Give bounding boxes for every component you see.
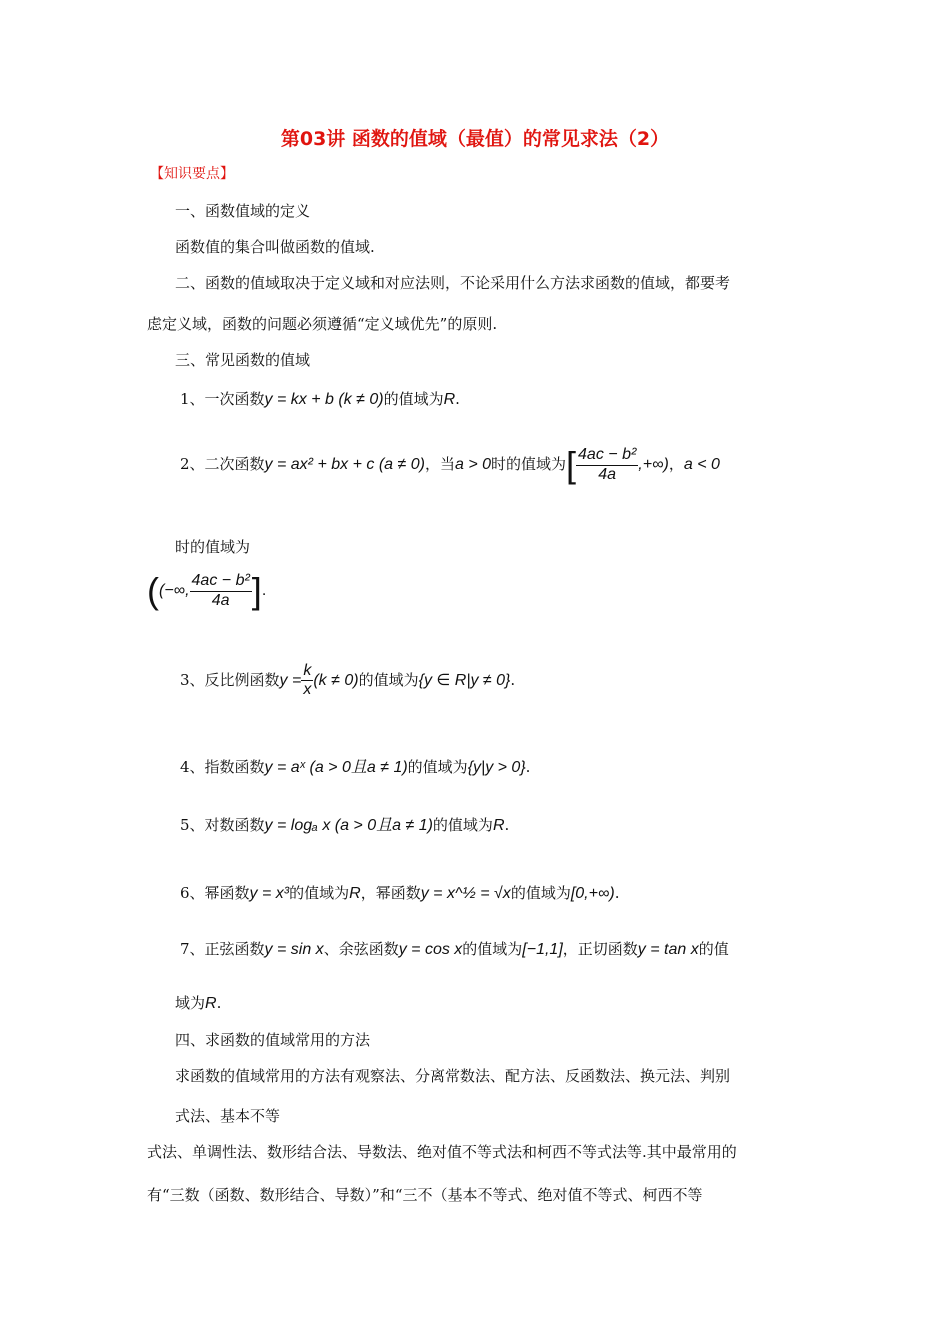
item-text: 的值域为: [432, 816, 493, 834]
formula: y = aˣ (a > 0且a ≠ 1): [264, 759, 408, 776]
formula: y = kx + b (k ≠ 0): [264, 391, 384, 408]
item-label: 6、幂函数: [180, 884, 250, 902]
range: [−1,1]: [522, 941, 563, 958]
section-2-line-1: 二、函数的值域取决于定义域和对应法则，不论采用什么方法求函数的值域，都要考: [175, 274, 731, 292]
range: R: [205, 995, 217, 1012]
range: R: [492, 817, 505, 834]
item-text: 的值域为: [462, 940, 523, 958]
item-label: 4、指数函数: [180, 758, 265, 776]
range: [0,+∞): [570, 885, 615, 902]
item-label: 2、二次函数: [180, 455, 265, 474]
condition: (k ≠ 0): [313, 671, 359, 689]
section-2-line-2: 虑定义域，函数的问题必须遵循“定义域优先”的原则.: [147, 315, 498, 333]
item-trig-line2: [175, 992, 221, 1013]
section-4-line-1: 求函数的值域常用的方法有观察法、分离常数法、配方法、反函数法、换元法、判别: [175, 1067, 731, 1085]
section-4-line-2: 式法、基本不等: [175, 1107, 281, 1125]
range: R: [349, 885, 361, 902]
item-logarithm: [180, 812, 509, 835]
comma: ，: [668, 455, 684, 474]
period: .: [525, 758, 531, 776]
denominator: 4a: [598, 465, 617, 483]
range: {y|y > 0}: [467, 759, 526, 776]
item-text: ，正切函数: [562, 940, 638, 958]
item-text: 的值域为: [289, 884, 350, 902]
formula: y = logₐ x (a > 0且a ≠ 1): [264, 817, 433, 834]
item-text: 的值: [698, 940, 729, 958]
range-upward: [566, 444, 669, 485]
item-exponential: [180, 754, 530, 777]
formula-lhs: y =: [279, 671, 302, 689]
item-text: 的值域为: [383, 390, 444, 408]
period: .: [216, 994, 222, 1012]
item-text: 的值域为: [407, 758, 468, 776]
period: .: [614, 884, 620, 902]
item-label: 1、一次函数: [180, 390, 265, 408]
section-1-body: 函数值的集合叫做函数的值域.: [175, 238, 375, 256]
range: R: [443, 391, 456, 408]
item-text: 的值域为: [510, 884, 571, 902]
range-downward: [147, 570, 266, 612]
numerator: k: [301, 662, 313, 681]
left-bracket: [: [566, 444, 577, 485]
item-text: ，幂函数: [360, 884, 421, 902]
period: .: [455, 390, 460, 408]
numerator: 4ac − b²: [576, 446, 638, 465]
formula-tan: y = tan x: [637, 941, 699, 958]
item-label: 5、对数函数: [180, 816, 265, 834]
condition: a > 0: [454, 456, 491, 474]
formula-sin: y = sin x: [264, 941, 324, 958]
period: .: [510, 670, 516, 689]
item-linear: [180, 388, 460, 409]
item-text: 域为: [175, 994, 206, 1012]
range-head: (−∞,: [159, 582, 190, 600]
formula-sqrt: y = x^½ = √x: [420, 885, 511, 902]
period: .: [504, 816, 510, 834]
item-label: 7、正弦函数: [180, 940, 265, 958]
section-4-heading: 四、求函数的值域常用的方法: [175, 1031, 371, 1049]
section-1-heading: 一、函数值域的定义: [175, 202, 311, 220]
numerator: 4ac − b²: [190, 572, 252, 591]
item-quadratic-line2: 时的值域为: [175, 538, 251, 556]
range-tail: ,+∞): [638, 456, 669, 474]
period: .: [261, 582, 267, 600]
item-label: 3、反比例函数: [180, 670, 280, 689]
denominator: x: [303, 681, 312, 699]
formula: y = ax² + bx + c (a ≠ 0): [264, 456, 425, 474]
item-text: 时的值域为: [491, 455, 567, 474]
item-quadratic: [180, 444, 720, 486]
condition: a < 0: [683, 456, 720, 474]
denominator: 4a: [211, 591, 230, 609]
range: {y ∈ R|y ≠ 0}: [418, 671, 511, 689]
section-3-heading: 三、常见函数的值域: [175, 351, 311, 369]
item-text: 、余弦函数: [323, 940, 399, 958]
item-text: 的值域为: [358, 670, 419, 689]
formula-cubic: y = x³: [249, 885, 290, 902]
item-trig: [180, 938, 729, 959]
item-text: ，当: [424, 455, 455, 474]
formula-cos: y = cos x: [398, 941, 463, 958]
page-title: 第03讲 函数的值域（最值）的常见求法（2）: [280, 128, 670, 150]
item-reciprocal: [180, 662, 515, 700]
item-power: [180, 882, 619, 903]
left-paren: (: [147, 570, 159, 611]
section-tag: 【知识要点】: [150, 166, 234, 182]
section-4-line-4: 有“三数（函数、数形结合、导数）”和“三不（基本不等式、绝对值不等式、柯西不等: [147, 1186, 703, 1204]
right-bracket: ]: [251, 570, 262, 611]
section-4-line-3: 式法、单调性法、数形结合法、导数法、绝对值不等式法和柯西不等式法等.其中最常用的: [147, 1143, 737, 1161]
